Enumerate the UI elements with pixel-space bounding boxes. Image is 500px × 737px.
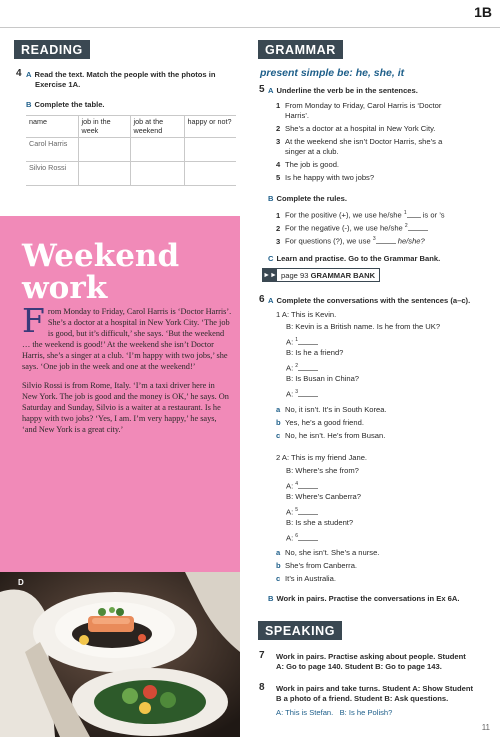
option-item: [276, 574, 336, 584]
conv-line: [286, 335, 318, 348]
conv-line: [286, 492, 361, 502]
conv-line-text: B: Where’s Canberra?: [286, 492, 361, 501]
ex4a-instruction: [26, 70, 238, 90]
rule-after: he/she?: [397, 236, 425, 246]
conv-line-text: B: Is Busan in China?: [286, 374, 360, 383]
option-letter: c: [276, 431, 281, 440]
option-letter: a: [276, 405, 281, 414]
ex4a-text-line1: Read the text. Match the people with the photos in: [34, 70, 216, 79]
completion-table: [26, 115, 236, 186]
grammar-bank-text: [277, 271, 379, 280]
conv-line: [286, 479, 318, 492]
conv-line-text: B: Kevin is a British name. Is he from the UK?: [286, 322, 441, 331]
ex5a-instruction: [268, 86, 418, 96]
rule-item: [276, 208, 445, 221]
conv-line-text: A:: [286, 507, 296, 517]
rule-number: 1: [276, 210, 281, 220]
grammar-subheading: present simple be: he, she, it: [260, 67, 405, 79]
photo-label: D: [18, 578, 24, 587]
ex5-item: [276, 160, 339, 170]
ex8-line1: Work in pairs and take turns. Student A: Show Student: [276, 684, 474, 693]
ex5-item: [276, 124, 435, 134]
rule-text: For questions (?), we use: [285, 236, 371, 246]
item-text: She’s a doctor at a hospital in New York City.: [285, 124, 436, 133]
rule-after: is or ’s: [422, 210, 445, 220]
option-text: No, he isn’t. He’s from Busan.: [285, 431, 386, 440]
page-number: 11: [481, 723, 490, 732]
conv-line-text: 1 A: This is Kevin.: [276, 310, 337, 319]
item-text: The job is good.: [285, 160, 340, 169]
conv-line: [286, 518, 353, 528]
grammar-bank-link[interactable]: [262, 268, 380, 282]
item-text: At the weekend she isn’t Doctor Harris, she’s a: [285, 137, 443, 146]
gap-number: 1: [295, 337, 299, 343]
ex5-item: [276, 137, 442, 157]
option-text: No, it isn’t. It’s in South Korea.: [285, 405, 387, 414]
ex4a-letter: A: [26, 70, 32, 79]
conv-line-text: B: Is she a student?: [286, 518, 354, 527]
item-number: 2: [276, 124, 281, 133]
conv-line-text: 2 A: This is my friend Jane.: [276, 453, 368, 462]
conv-line: [286, 361, 318, 374]
ex5b-text: Complete the rules.: [276, 194, 347, 203]
item-text: Is he happy with two jobs?: [285, 173, 375, 182]
table-cell-name: Carol Harris: [26, 138, 78, 162]
grammar-bank-label: GRAMMAR BANK: [310, 270, 376, 280]
ex6b-text: Work in pairs. Practise the conversations in Ex 6A.: [276, 594, 460, 603]
conv-line-text: A:: [286, 481, 296, 491]
table-cell-name: Silvio Rossi: [26, 162, 78, 186]
food-photo: [0, 572, 240, 737]
item-text-cont: Harris’.: [285, 111, 310, 120]
ex5c-text: Learn and practise. Go to the Grammar Bank.: [276, 254, 441, 263]
rule-item: [276, 221, 428, 234]
conv-line-text: A:: [286, 363, 296, 373]
table-row: [26, 162, 236, 186]
table-header: name: [26, 116, 78, 138]
grammar-bank-page: page 93: [281, 270, 309, 280]
table-header-row: [26, 116, 236, 138]
option-letter: b: [276, 561, 281, 570]
ex5c-instruction: [268, 254, 440, 264]
example-b: B: Is he Polish?: [339, 708, 393, 717]
table-cell[interactable]: [184, 162, 236, 186]
conv-line-text: A:: [286, 533, 296, 543]
conv-line-text: B: Where’s she from?: [286, 466, 359, 475]
option-item: [276, 548, 379, 558]
gap-number: 2: [295, 363, 299, 369]
ex4b-letter: B: [26, 100, 32, 109]
answer-blank[interactable]: [408, 223, 428, 231]
article-paragraph-1-text: rom Monday to Friday, Carol Harris is ‘Doctor Harris’. She’s a doctor at a hospital in New York City. ‘The job is good, but it’s difficult,’ she says. ‘But the weekend … the weekend is good!’ At the weekend she isn’t Doctor Harris, she’s a singer at a club. ‘I’m happy with two jobs,’ she says. ‘One job in the week and one at the weekend!’: [22, 307, 232, 371]
table-cell[interactable]: [78, 138, 130, 162]
ex4a-text-line2: Exercise 1A.: [35, 80, 81, 89]
ex5b-instruction: [268, 194, 347, 204]
ex7-number: 7: [259, 650, 265, 661]
table-cell[interactable]: [130, 162, 184, 186]
conv-line-text: A:: [286, 337, 296, 347]
ex5a-text: Underline the verb be in the sentences.: [276, 86, 418, 95]
ex5-item: [276, 101, 441, 121]
article-paragraph-2: Silvio Rossi is from Rome, Italy. ‘I’m a taxi driver here in New York. The job is good and the money is OK,’ he says. On Saturday and Sunday, Silvio is a waiter at a restaurant. Is he happy with two jobs? ‘Yes, I am. I’m very happy,’ he says, ‘and New York is a great city.’: [22, 381, 229, 434]
option-letter: c: [276, 574, 281, 583]
table-cell[interactable]: [130, 138, 184, 162]
ex5b-letter: B: [268, 194, 274, 203]
ex6-number: 6: [259, 294, 265, 305]
gap-number: 1: [403, 210, 407, 216]
ex6b-letter: B: [268, 594, 274, 603]
option-text: No, she isn’t. She’s a nurse.: [285, 548, 380, 557]
ex8-number: 8: [259, 682, 265, 693]
option-text: It’s in Australia.: [285, 574, 336, 583]
conv-line: [276, 453, 367, 463]
table-cell[interactable]: [78, 162, 130, 186]
conv-line-text: A:: [286, 389, 296, 399]
speaking-heading: SPEAKING: [258, 621, 342, 640]
item-text-cont: singer at a club.: [285, 147, 339, 156]
article-paragraph-1: [22, 301, 232, 372]
table-cell[interactable]: [184, 138, 236, 162]
answer-blank[interactable]: [298, 337, 318, 345]
article-title-line2: work: [22, 270, 108, 306]
conv-line: [286, 374, 359, 384]
option-item: [276, 418, 364, 428]
item-number: 5: [276, 173, 281, 182]
ex5a-letter: A: [268, 86, 274, 95]
rule-text: For the negative (-), we use he/she: [285, 223, 403, 233]
option-text: She’s from Canberra.: [285, 561, 358, 570]
option-item: [276, 405, 387, 415]
ex7-instruction: [276, 652, 494, 672]
item-number: 4: [276, 160, 281, 169]
option-text: Yes, he’s a good friend.: [285, 418, 364, 427]
rule-item: [276, 234, 425, 247]
answer-blank[interactable]: [298, 389, 318, 397]
conv-line-text: B: Is he a friend?: [286, 348, 344, 357]
ex4b-text: Complete the table.: [34, 100, 105, 109]
answer-blank[interactable]: [407, 210, 421, 218]
table-row: [26, 138, 236, 162]
ex7-line1: Work in pairs. Practise asking about people. Student: [276, 652, 466, 661]
gap-number: 4: [295, 481, 299, 487]
item-number: 1: [276, 101, 281, 110]
gap-number: 3: [295, 389, 299, 395]
option-item: [276, 561, 357, 571]
ex6a-instruction: [268, 296, 470, 306]
ex7-line2: A: Go to page 140. Student B: Go to page 143.: [276, 662, 442, 671]
drop-cap: F: [22, 301, 45, 340]
rule-number: 3: [276, 236, 281, 246]
answer-blank[interactable]: [298, 507, 318, 515]
ex6b-instruction: [268, 594, 460, 604]
article-title: [22, 240, 222, 304]
table-header: happy or not?: [184, 116, 236, 138]
ex8-line2: B a photo of a friend. Student B: Ask questions.: [276, 694, 449, 703]
option-letter: a: [276, 548, 281, 557]
conv-line: [286, 387, 318, 400]
answer-blank[interactable]: [298, 363, 318, 371]
conv-line: [276, 310, 336, 320]
item-number: 3: [276, 137, 281, 146]
item-text: From Monday to Friday, Carol Harris is ‘Doctor: [285, 101, 442, 110]
example-a: A: This is Stefan.: [276, 708, 334, 717]
gap-number: 2: [404, 223, 408, 229]
rule-number: 2: [276, 223, 281, 233]
unit-tag: 1B: [474, 4, 492, 20]
ex6a-text: Complete the conversations with the sentences (a–c).: [276, 296, 471, 305]
article-body: [22, 301, 232, 443]
conv-line: [286, 505, 318, 518]
ex5-number: 5: [259, 84, 265, 95]
ex8-example: [276, 708, 392, 718]
top-rule: [0, 27, 500, 28]
answer-blank[interactable]: [298, 481, 318, 489]
conv-line: [286, 322, 440, 332]
rule-text: For the positive (+), we use he/she: [285, 210, 402, 220]
ex6a-letter: A: [268, 296, 274, 305]
ex4-number: 4: [16, 68, 22, 79]
table-header: job in the week: [78, 116, 130, 138]
article-title-line1: Weekend: [22, 238, 180, 274]
gap-number: 5: [295, 507, 299, 513]
ex4b-instruction: [26, 100, 105, 110]
answer-blank[interactable]: [376, 236, 396, 244]
conv-line: [286, 348, 343, 358]
double-arrow-icon: ►►: [263, 269, 277, 281]
gap-number: 6: [295, 533, 299, 539]
table-header: job at the weekend: [130, 116, 184, 138]
option-letter: b: [276, 418, 281, 427]
ex8-instruction: [276, 684, 494, 704]
ex5-item: [276, 173, 374, 183]
reading-heading: READING: [14, 40, 90, 59]
conv-line: [286, 466, 359, 476]
option-item: [276, 431, 385, 441]
conv-line: [286, 531, 318, 544]
gap-number: 3: [372, 236, 376, 242]
food-photo-illustration: [0, 572, 240, 737]
ex5c-letter: C: [268, 254, 274, 263]
grammar-heading: GRAMMAR: [258, 40, 343, 59]
answer-blank[interactable]: [298, 533, 318, 541]
